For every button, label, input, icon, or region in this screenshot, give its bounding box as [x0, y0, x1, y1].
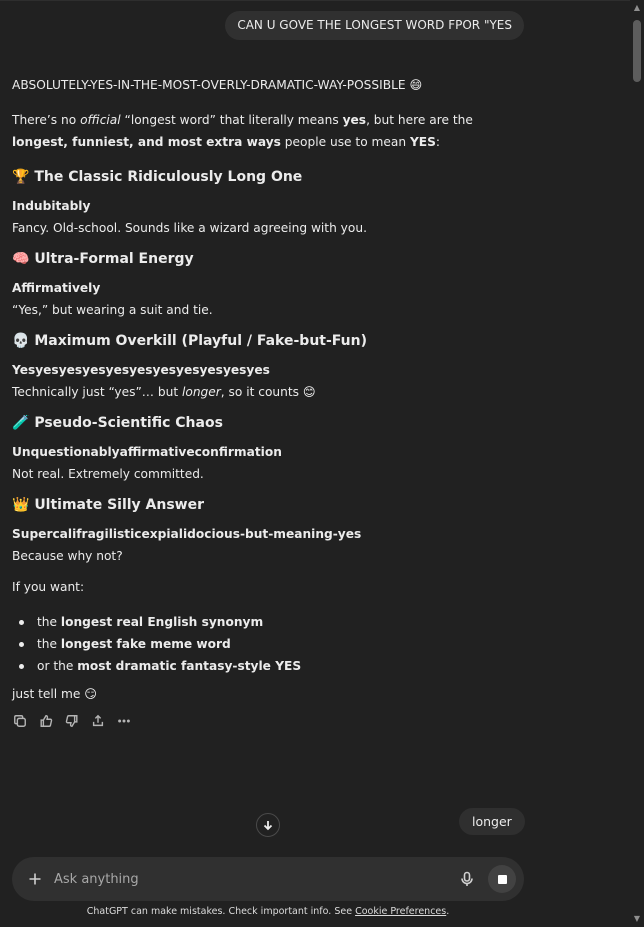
section-heading [12, 166, 532, 188]
scroll-up-icon[interactable]: ▲ [633, 3, 641, 12]
section-term: Supercalifragilisticexpialidocious-but-meaning-yes [12, 527, 362, 541]
section-term: Unquestionablyaffirmativeconfirmation [12, 445, 282, 459]
scrollbar[interactable] [630, 0, 644, 927]
section-heading-text: Ultra-Formal Energy [34, 251, 194, 267]
section-heading-text: Ultimate Silly Answer [34, 497, 205, 513]
section-heading [12, 330, 532, 352]
section-classic [12, 166, 532, 239]
option-text: the [37, 637, 61, 651]
top-divider [0, 0, 644, 1]
brain-icon: 🧠 [12, 251, 30, 267]
closing-text: just tell me 😏 [12, 687, 97, 701]
disclaimer-text: ChatGPT can make mistakes. Check important info. See [86, 906, 356, 917]
user-message: CAN U GOVE THE LONGEST WORD FPOR "YES [225, 11, 524, 40]
arrow-down-icon [262, 819, 274, 831]
assistant-message [12, 74, 532, 729]
intro-bold: YES [409, 135, 436, 149]
scroll-to-bottom-button[interactable] [256, 813, 280, 837]
cookie-preferences-link[interactable]: Cookie Preferences [355, 906, 447, 917]
option-text: the [37, 615, 61, 629]
more-icon[interactable] [116, 713, 132, 729]
trophy-icon: 🏆 [12, 169, 30, 185]
section-chaos [12, 412, 532, 485]
intro-italic: official [80, 113, 121, 127]
thumbs-up-icon[interactable] [38, 713, 54, 729]
section-overkill [12, 330, 532, 403]
disclaimer [0, 906, 536, 917]
scroll-down-icon[interactable]: ▼ [633, 914, 641, 923]
if-you-want-text: If you want: [12, 580, 85, 594]
section-formal [12, 248, 532, 321]
intro-bold: longest, funniest, and most extra ways [12, 135, 281, 149]
desc-text: , so it counts 😊 [220, 385, 316, 399]
stop-icon [498, 875, 507, 884]
intro-text: people use to mean [280, 135, 410, 149]
section-desc: Fancy. Old-school. Sounds like a wizard agreeing with you. [12, 221, 367, 235]
section-heading-text: The Classic Ridiculously Long One [34, 169, 303, 185]
message-actions [12, 713, 532, 729]
option-bold: longest fake meme word [60, 637, 231, 651]
assistant-intro [12, 109, 532, 153]
option-text: or the [37, 659, 78, 673]
intro-text: , but here are the [366, 113, 473, 127]
desc-text: Technically just “yes”… but [12, 385, 182, 399]
crown-icon: 👑 [12, 497, 30, 513]
section-desc [12, 381, 532, 403]
composer [12, 857, 524, 901]
section-heading [12, 494, 532, 516]
options-list [12, 611, 532, 677]
list-item [12, 655, 532, 677]
section-heading [12, 412, 532, 434]
prompt-input[interactable] [54, 869, 434, 889]
list-item [12, 611, 532, 633]
section-desc: “Yes,” but wearing a suit and tie. [12, 303, 213, 317]
assistant-headline: ABSOLUTELY-YES-IN-THE-MOST-OVERLY-DRAMATIC-WAY-POSSIBLE 😄 [12, 78, 423, 92]
stop-button[interactable] [488, 865, 516, 893]
scrollbar-thumb[interactable] [633, 20, 641, 82]
section-heading [12, 248, 532, 270]
section-silly [12, 494, 532, 567]
list-item [12, 633, 532, 655]
option-bold: longest real English synonym [60, 615, 264, 629]
disclaimer-end: . [446, 906, 450, 917]
intro-text: “longest word” that literally means [120, 113, 343, 127]
skull-icon: 💀 [12, 333, 30, 349]
section-desc: Because why not? [12, 549, 123, 563]
thumbs-down-icon[interactable] [64, 713, 80, 729]
section-heading-text: Pseudo-Scientific Chaos [34, 415, 223, 431]
section-term: Yesyesyesyesyesyesyesyesyesyesyes [12, 363, 270, 377]
intro-text: : [435, 135, 441, 149]
suggestion-chip[interactable]: longer [459, 808, 525, 835]
mic-icon[interactable] [458, 870, 476, 888]
test-tube-icon: 🧪 [12, 415, 30, 431]
desc-italic: longer [181, 385, 221, 399]
intro-text: There’s no [12, 113, 81, 127]
option-bold: most dramatic fantasy-style YES [77, 659, 302, 673]
copy-icon[interactable] [12, 713, 28, 729]
section-term: Affirmatively [12, 281, 101, 295]
section-term: Indubitably [12, 199, 91, 213]
section-heading-text: Maximum Overkill (Playful / Fake-but-Fun) [34, 333, 367, 349]
plus-icon[interactable] [26, 870, 44, 888]
section-desc: Not real. Extremely committed. [12, 467, 204, 481]
share-icon[interactable] [90, 713, 106, 729]
intro-bold: yes [342, 113, 367, 127]
